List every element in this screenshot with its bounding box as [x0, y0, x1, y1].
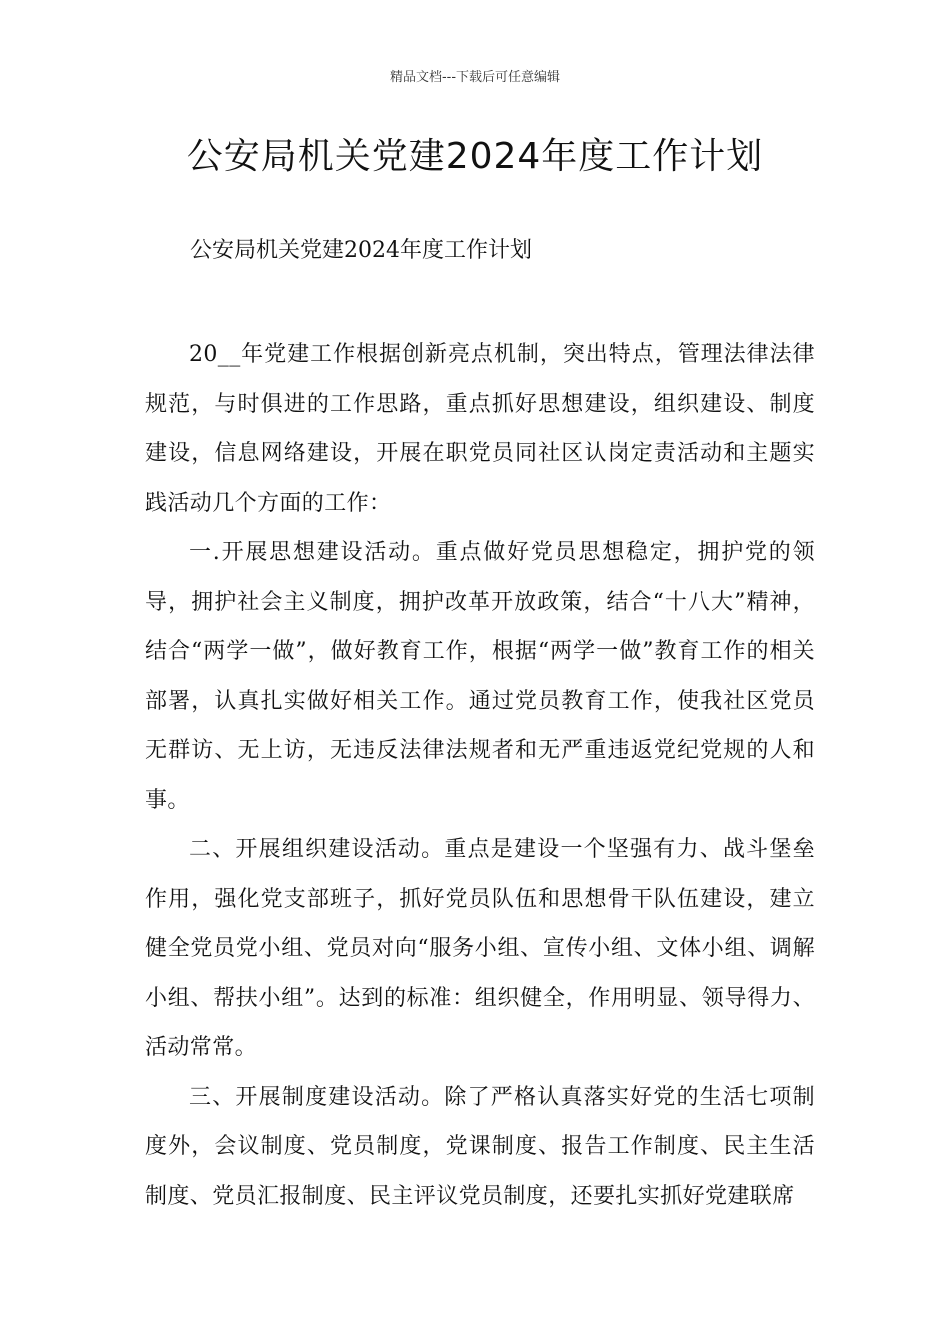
page-header: 精品文档---下载后可任意编辑	[389, 70, 561, 85]
document-title: 公安局机关党建2024年度工作计划	[186, 136, 764, 177]
paragraph-ideological-building: 一.开展思想建设活动。重点做好党员思想稳定，拥护党的领导，拥护社会主义制度，拥护改革开放政策，结合“十八大”精神，结合“两学一做”，做好教育工作，根据“两学一做”教育工作的相关部署，认真扎实做好相关工作。通过党员教育工作，使我社区党员无群访、无上访，无违反法律法规者和无严重违返党纪党规的人和事。	[145, 540, 815, 813]
document-body	[145, 330, 815, 1221]
paragraph-organizational-building: 二、开展组织建设活动。重点是建设一个坚强有力、战斗堡垒作用，强化党支部班子，抓好党员队伍和思想骨干队伍建设，建立健全党员党小组、党员对向“服务小组、宣传小组、文体小组、调解小组、帮扶小组”。达到的标准：组织健全，作用明显、领导得力、活动常常。	[145, 837, 815, 1060]
paragraph-intro: 20__年党建工作根据创新亮点机制，突出特点，管理法律法律规范，与时俱进的工作思路，重点抓好思想建设，组织建设、制度建设，信息网络建设，开展在职党员同社区认岗定责活动和主题实践活动几个方面的工作：	[145, 342, 815, 516]
paragraph-institutional-building: 三、开展制度建设活动。除了严格认真落实好党的生活七项制度外，会议制度、党员制度，党课制度、报告工作制度、民主生活制度、党员汇报制度、民主评议党员制度，还要扎实抓好党建联席	[145, 1084, 815, 1209]
document-subtitle: 公安局机关党建2024年度工作计划	[190, 238, 532, 263]
